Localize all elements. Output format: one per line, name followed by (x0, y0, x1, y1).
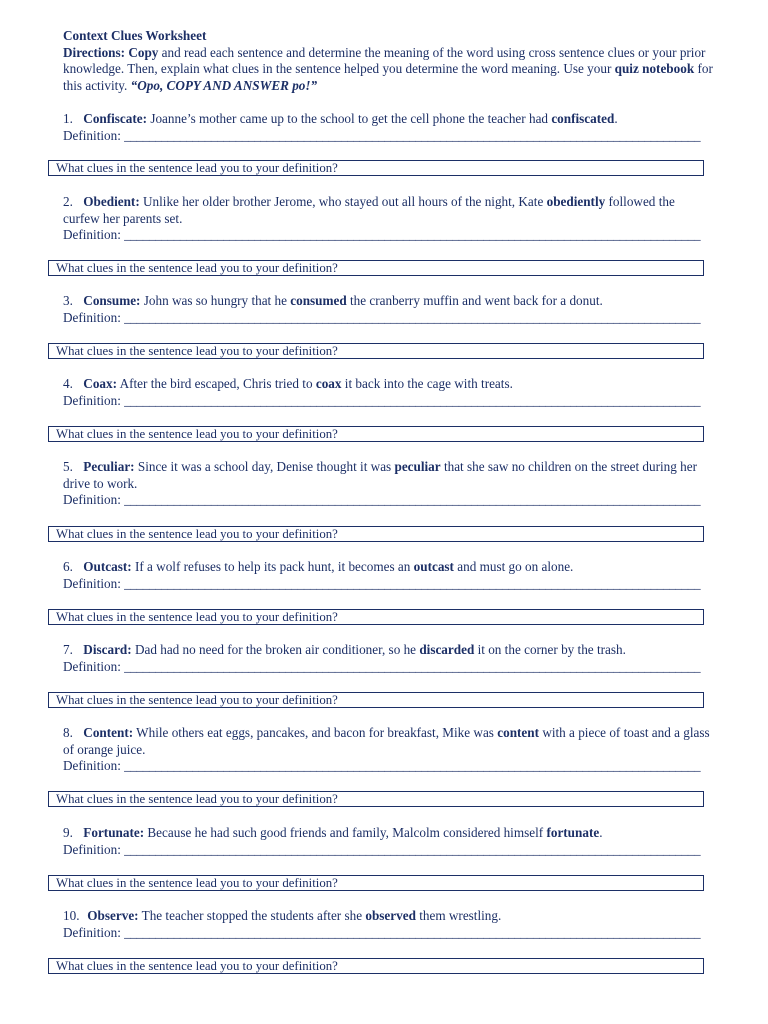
definition-line[interactable] (63, 576, 713, 593)
question-item-5 (63, 459, 713, 509)
question-sentence (63, 908, 713, 925)
definition-blank[interactable]: _____________________________________________________________________________________________ (124, 758, 701, 773)
question-item-6 (63, 559, 713, 592)
question-number: 9. (63, 825, 73, 840)
question-sentence (63, 293, 713, 310)
sentence-bold-word: consumed (290, 293, 347, 308)
sentence-after: with a piece of toast and a glass of orange juice. (63, 725, 710, 757)
directions-notebook: quiz notebook (614, 61, 695, 76)
sentence-before: While others eat eggs, pancakes, and bacon for breakfast, Mike was (133, 725, 498, 740)
sentence-before: If a wolf refuses to help its pack hunt, it becomes an (131, 559, 414, 574)
question-number: 10. (63, 908, 80, 923)
definition-line[interactable] (63, 310, 713, 327)
question-item-8 (63, 725, 713, 775)
definition-line[interactable] (63, 659, 713, 676)
definition-blank[interactable]: _____________________________________________________________________________________________ (124, 841, 701, 857)
definition-label: Definition: (63, 924, 121, 940)
sentence-after: followed the curfew her parents set. (63, 194, 675, 226)
sentence-bold-word: content (497, 725, 540, 740)
sentence-before: Joanne’s mother came up to the school to get the cell phone the teacher had (147, 111, 552, 126)
directions-copy-word: Copy (128, 44, 159, 60)
definition-line[interactable] (63, 128, 713, 145)
clue-prompt: What clues in the sentence lead you to your definition? (56, 693, 338, 707)
definition-blank[interactable]: _____________________________________________________________________________________________ (124, 309, 701, 325)
vocab-word: Discard: (83, 642, 132, 657)
sentence-bold-word: discarded (419, 642, 475, 657)
vocab-word: Outcast: (83, 559, 132, 574)
sentence-after: it on the corner by the trash. (474, 642, 626, 657)
directions-label: Directions: (63, 44, 126, 60)
sentence-bold-word: obediently (546, 194, 606, 209)
definition-label: Definition: (63, 658, 121, 674)
question-sentence (63, 559, 713, 576)
question-sentence (63, 725, 713, 758)
question-sentence (63, 194, 713, 227)
definition-line[interactable] (63, 925, 713, 942)
question-item-1 (63, 111, 713, 144)
vocab-word: Coax: (83, 376, 117, 391)
definition-line[interactable] (63, 758, 713, 775)
vocab-word: Confiscate: (83, 111, 148, 126)
question-number: 7. (63, 642, 73, 657)
worksheet-header (63, 28, 713, 94)
sentence-bold-word: confiscated (551, 111, 615, 126)
sentence-bold-word: coax (315, 376, 342, 391)
sentence-before: Because he had such good friends and family, Malcolm considered himself (144, 825, 547, 840)
definition-label: Definition: (63, 227, 121, 242)
definition-blank[interactable]: _____________________________________________________________________________________________ (124, 575, 701, 591)
sentence-before: Since it was a school day, Denise thought it was (134, 459, 395, 474)
definition-label: Definition: (63, 841, 121, 857)
directions-emphasis: “Opo, COPY AND ANSWER po!” (130, 77, 318, 93)
sentence-before: After the bird escaped, Chris tried to (117, 376, 316, 391)
clue-prompt: What clues in the sentence lead you to your definition? (56, 161, 338, 175)
definition-line[interactable] (63, 492, 713, 509)
clue-answer-box-6[interactable] (48, 609, 704, 625)
definition-label: Definition: (63, 575, 121, 591)
question-item-3 (63, 293, 713, 326)
sentence-after: the cranberry muffin and went back for a donut. (346, 293, 603, 308)
vocab-word: Content: (83, 725, 134, 740)
vocab-word: Fortunate: (83, 825, 145, 840)
definition-label: Definition: (63, 758, 121, 773)
definition-line[interactable] (63, 227, 713, 244)
clue-prompt: What clues in the sentence lead you to your definition? (56, 527, 338, 541)
clue-prompt: What clues in the sentence lead you to your definition? (56, 261, 338, 275)
clue-answer-box-7[interactable] (48, 692, 704, 708)
definition-blank[interactable]: _____________________________________________________________________________________________ (124, 127, 701, 143)
directions-text-2: for this activity. (63, 61, 713, 93)
question-number: 8. (63, 725, 73, 740)
sentence-before: Unlike her older brother Jerome, who stayed out all hours of the night, Kate (139, 194, 547, 209)
clue-answer-box-9[interactable] (48, 875, 704, 891)
clue-prompt: What clues in the sentence lead you to your definition? (56, 610, 338, 624)
sentence-after: . (614, 111, 618, 126)
sentence-after: . (599, 825, 603, 840)
directions (63, 45, 713, 95)
definition-label: Definition: (63, 392, 121, 408)
sentence-bold-word: fortunate (546, 825, 600, 840)
definition-line[interactable] (63, 842, 713, 859)
clue-prompt: What clues in the sentence lead you to your definition? (56, 959, 338, 973)
vocab-word: Consume: (83, 293, 141, 308)
question-number: 4. (63, 376, 73, 391)
page-title: Context Clues Worksheet (63, 28, 207, 43)
question-item-10 (63, 908, 713, 941)
question-sentence (63, 376, 713, 393)
sentence-after: that she saw no children on the street during her drive to work. (63, 459, 697, 491)
sentence-after: them wrestling. (415, 908, 502, 923)
clue-prompt: What clues in the sentence lead you to your definition? (56, 876, 338, 890)
sentence-bold-word: outcast (413, 559, 454, 574)
sentence-bold-word: peculiar (394, 459, 441, 474)
definition-label: Definition: (63, 492, 121, 507)
clue-answer-box-3[interactable] (48, 343, 704, 359)
question-number: 1. (63, 111, 73, 126)
sentence-before: The teacher stopped the students after she (138, 908, 366, 923)
clue-prompt: What clues in the sentence lead you to your definition? (56, 344, 338, 358)
clue-answer-box-1[interactable] (48, 160, 704, 176)
vocab-word: Peculiar: (83, 459, 135, 474)
definition-label: Definition: (63, 309, 121, 325)
sentence-after: and must go on alone. (453, 559, 574, 574)
definition-blank[interactable]: _____________________________________________________________________________________________ (124, 392, 701, 408)
clue-answer-box-10[interactable] (48, 958, 704, 974)
sentence-before: John was so hungry that he (140, 293, 291, 308)
directions-text-1: and read each sentence and determine the meaning of the word using cross sentence clues or your prior knowledge. Then, explain what clues in the sentence helped you determine the word meaning. Use your (63, 44, 706, 76)
clue-prompt: What clues in the sentence lead you to your definition? (56, 427, 338, 441)
question-item-2 (63, 194, 713, 244)
question-sentence (63, 642, 713, 659)
question-sentence (63, 459, 713, 492)
sentence-after: it back into the cage with treats. (341, 376, 513, 391)
clue-answer-box-5[interactable] (48, 526, 704, 542)
sentence-bold-word: observed (365, 908, 416, 923)
definition-blank[interactable]: _____________________________________________________________________________________________ (124, 227, 701, 242)
question-sentence (63, 111, 713, 128)
definition-blank[interactable]: _____________________________________________________________________________________________ (124, 924, 701, 940)
clue-answer-box-8[interactable] (48, 791, 704, 807)
vocab-word: Observe: (87, 908, 139, 923)
clue-answer-box-2[interactable] (48, 260, 704, 276)
question-sentence (63, 825, 713, 842)
question-number: 6. (63, 559, 73, 574)
question-item-9 (63, 825, 713, 858)
question-number: 3. (63, 293, 73, 308)
definition-label: Definition: (63, 127, 121, 143)
clue-answer-box-4[interactable] (48, 426, 704, 442)
question-item-7 (63, 642, 713, 675)
clue-prompt: What clues in the sentence lead you to your definition? (56, 792, 338, 806)
question-item-4 (63, 376, 713, 409)
definition-line[interactable] (63, 393, 713, 410)
question-number: 5. (63, 459, 73, 474)
definition-blank[interactable]: _____________________________________________________________________________________________ (124, 658, 701, 674)
definition-blank[interactable]: _____________________________________________________________________________________________ (124, 492, 701, 507)
question-number: 2. (63, 194, 73, 209)
vocab-word: Obedient: (83, 194, 140, 209)
sentence-before: Dad had no need for the broken air conditioner, so he (131, 642, 420, 657)
